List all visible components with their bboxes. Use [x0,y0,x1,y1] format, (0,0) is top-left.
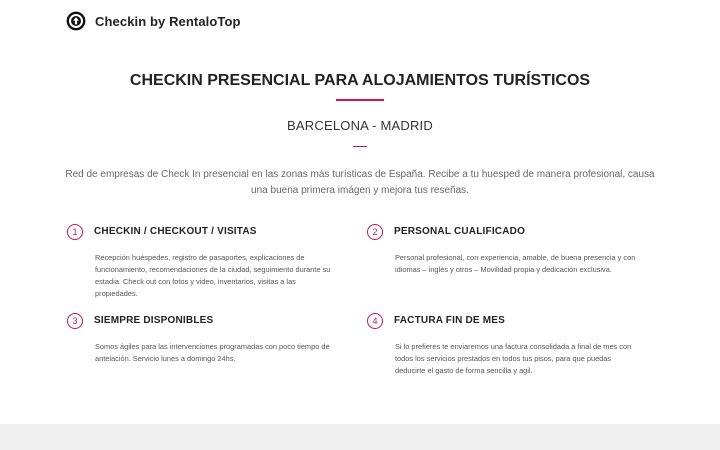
footer-section [0,424,720,450]
subtitle-divider [353,146,367,147]
feature-description: Personal profesional, con experiencia, amable, de buena presencia y con idiomas – inglés y otros – Movilidad propia y dedicación exclusiva. [395,253,636,274]
feature-title: PERSONAL CUALIFICADO [394,226,526,237]
feature-factura [367,312,637,377]
feature-description: Si lo prefieres te enviaremos una factura consolidada a final de mes con todos los servicios prestados en todos tus pisos, para que puedas deducirte el gasto de forma sencilla y agil. [395,342,632,375]
feature-disponibles [67,312,337,365]
feature-number-badge: 2 [367,224,383,240]
feature-title: SIEMPRE DISPONIBLES [94,315,214,326]
page-title: CHECKIN PRESENCIAL PARA ALOJAMIENTOS TURÍSTICOS [129,72,591,89]
feature-checkin [67,223,337,300]
site-header [66,10,241,32]
feature-title: CHECKIN / CHECKOUT / VISITAS [94,226,257,237]
feature-number-badge: 4 [367,313,383,329]
title-divider [336,99,384,101]
feature-title: FACTURA FIN DE MES [394,315,506,326]
feature-description: Somos ágiles para las intervenciones programadas con poco tiempo de antelación. Servicio lunes a domingo 24hs. [95,342,330,363]
brand-name[interactable]: Checkin by RentaloTop [95,13,241,29]
feature-number-badge: 3 [67,313,83,329]
intro-text: Red de empresas de Check In presencial en las zonas más turísticas de España. Recibe a tu huesped de manera profesional, causa una buena primera imágen y mejora tus reseñas. [65,169,655,196]
feature-personal [367,223,637,276]
arrow-up-circle-icon[interactable] [66,11,86,31]
feature-number-badge: 1 [67,224,83,240]
cities-subtitle: BARCELONA - MADRID [287,118,433,133]
feature-description: Recepción huéspedes, registro de pasaportes, explicaciones de funcionamiento, recomendaciones de la ciudad, seguimiento durante su estadia. Check out con fotos y video, inventarios, visitas a las propiedades. [95,253,331,298]
